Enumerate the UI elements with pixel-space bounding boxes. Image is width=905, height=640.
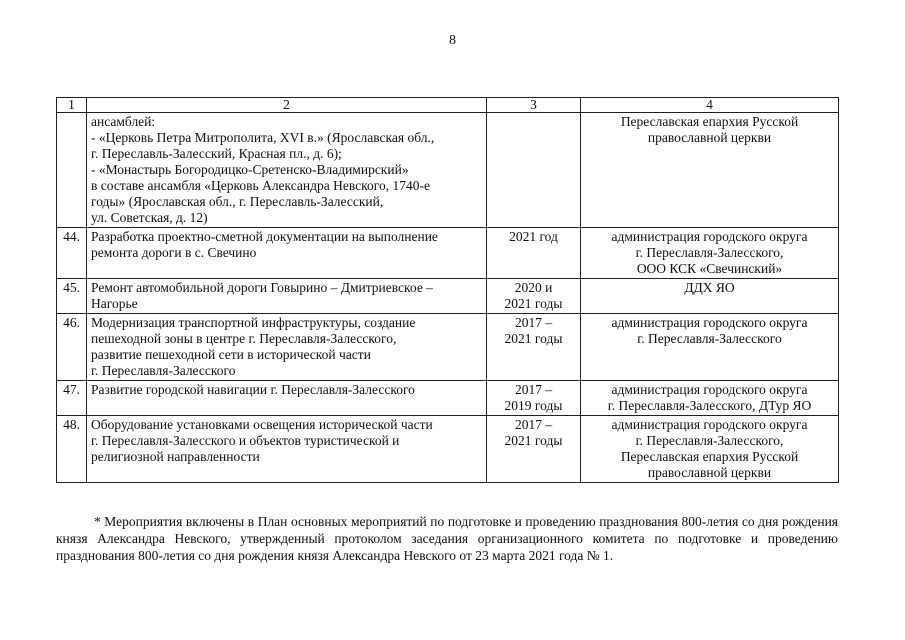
row-number: 47. [57, 381, 87, 416]
event-responsible [581, 416, 839, 483]
event-period [487, 314, 581, 381]
event-period-line: 2017 – [514, 382, 553, 397]
header-cell-2: 2 [87, 98, 487, 113]
event-description-line: развитие пешеходной сети в исторической части [91, 347, 371, 362]
event-responsible [581, 314, 839, 381]
table-row [57, 279, 839, 314]
footnote-text: * Мероприятия включены в План основных мероприятий по подготовке и проведению празднования 800-летия со дня рождения князя Александра Невского, утвержденный протоколом заседания организационного комитета по подготовке и проведению празднования 800-летия со дня рождения князя Александра Невского от 23 марта 2021 года № 1. [56, 514, 838, 563]
event-description-line: г. Переславля-Залесского и объектов туристической и [91, 433, 400, 448]
event-responsible-line: администрация городского округа [611, 417, 808, 432]
event-description-line: г. Переславля-Залесского [91, 363, 236, 378]
event-description [87, 228, 487, 279]
events-table [56, 97, 839, 483]
event-description-line: Разработка проектно-сметной документации на выполнение [91, 229, 438, 244]
event-description [87, 113, 487, 228]
event-description-line: пешеходной зоны в центре г. Переславля-Залесского, [91, 331, 397, 346]
event-description [87, 314, 487, 381]
event-description-line: - «Церковь Петра Митрополита, XVI в.» (Ярославская обл., [91, 130, 435, 145]
event-responsible [581, 279, 839, 314]
event-description-line: г. Переславль-Залесский, Красная пл., д. 6); [91, 146, 342, 161]
footnote [56, 513, 838, 564]
event-description-line: Модернизация транспортной инфраструктуры, создание [91, 315, 416, 330]
table-row [57, 228, 839, 279]
event-description-line: Оборудование установками освещения исторической части [91, 417, 433, 432]
event-period [487, 279, 581, 314]
event-period [487, 113, 581, 228]
header-cell-3: 3 [487, 98, 581, 113]
event-description [87, 381, 487, 416]
table-row [57, 416, 839, 483]
event-period-line: 2021 годы [504, 433, 563, 448]
event-responsible-line: администрация городского округа [611, 229, 808, 244]
table-row [57, 381, 839, 416]
event-description-line: религиозной направленности [91, 449, 260, 464]
event-responsible [581, 228, 839, 279]
event-responsible-line: ООО КСК «Свечинский» [636, 261, 783, 276]
row-number: 48. [57, 416, 87, 483]
event-responsible-line: православной церкви [647, 130, 772, 145]
event-responsible-line: г. Переславля-Залесского, [635, 433, 784, 448]
event-period [487, 228, 581, 279]
event-period [487, 381, 581, 416]
event-responsible-line: Переславская епархия Русской [620, 449, 799, 464]
event-description-line: годы» (Ярославская обл., г. Переславль-Залесский, [91, 194, 384, 209]
event-period-line: 2020 и [514, 280, 553, 295]
header-cell-1: 1 [57, 98, 87, 113]
table-row [57, 314, 839, 381]
event-description-line: Нагорье [91, 296, 138, 311]
event-responsible-line: г. Переславля-Залесского, [635, 245, 784, 260]
row-number: 44. [57, 228, 87, 279]
event-description [87, 416, 487, 483]
row-number [57, 113, 87, 228]
event-responsible [581, 113, 839, 228]
event-period-line: 2017 – [514, 315, 553, 330]
event-period [487, 416, 581, 483]
event-period-line: 2019 годы [504, 398, 563, 413]
row-number: 46. [57, 314, 87, 381]
event-responsible-line: г. Переславля-Залесского [637, 331, 782, 346]
event-responsible-line: ДДХ ЯО [684, 280, 735, 295]
event-description-line: Ремонт автомобильной дороги Говырино – Дмитриевское – [91, 280, 433, 295]
event-period-line: 2021 год [509, 229, 558, 244]
event-description-line: ул. Советская, д. 12) [91, 210, 208, 225]
page-number: 8 [449, 33, 456, 48]
event-period-line: 2017 – [514, 417, 553, 432]
table-row [57, 113, 839, 228]
event-responsible-line: администрация городского округа [611, 315, 808, 330]
event-description [87, 279, 487, 314]
event-description-line: ансамблей: [91, 114, 156, 129]
event-description-line: - «Монастырь Богородицко-Сретенско-Владимирский» [91, 162, 409, 177]
event-description-line: в составе ансамбля «Церковь Александра Невского, 1740-е [91, 178, 430, 193]
event-responsible-line: администрация городского округа [611, 382, 808, 397]
event-responsible-line: г. Переславля-Залесского, ДТур ЯО [607, 398, 812, 413]
event-responsible-line: Переславская епархия Русской [620, 114, 799, 129]
event-responsible [581, 381, 839, 416]
header-cell-4: 4 [581, 98, 839, 113]
event-period-line: 2021 годы [504, 296, 563, 311]
event-period-line: 2021 годы [504, 331, 563, 346]
table-header-row [57, 98, 839, 113]
row-number: 45. [57, 279, 87, 314]
event-description-line: Развитие городской навигации г. Переславля-Залесского [91, 382, 415, 397]
event-responsible-line: православной церкви [647, 465, 772, 480]
event-description-line: ремонта дороги в с. Свечино [91, 245, 257, 260]
